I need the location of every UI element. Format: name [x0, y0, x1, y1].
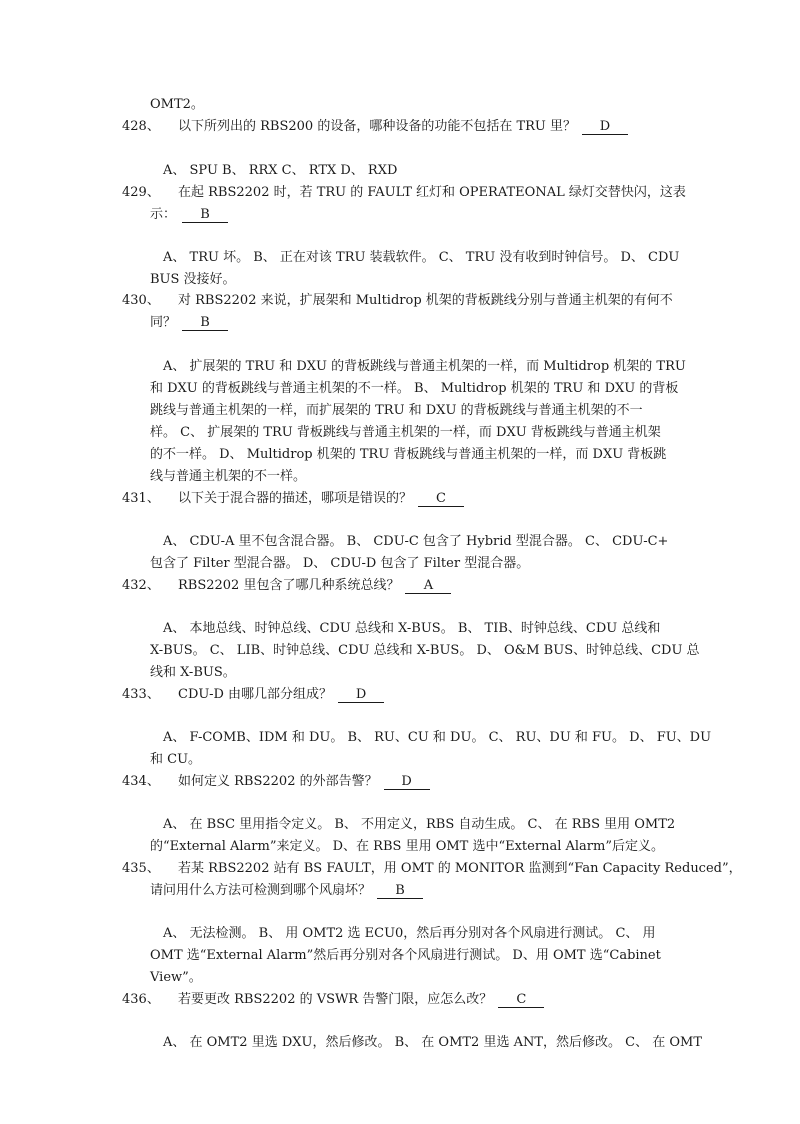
question-text-cont: 请问用什么方法可检测到哪个风扇坏？ B	[150, 880, 423, 902]
options-line: View”。	[150, 970, 202, 985]
question-number: 431、	[122, 491, 160, 506]
question-text-cont: 示： B	[150, 204, 228, 226]
question-text: 在起 RBS2202 时，若 TRU 的 FAULT 红灯和 OPERATEONAL 绿灯交替快闪，这表	[178, 185, 686, 200]
options-line: A、 F-COMB、IDM 和 DU。 B、 RU、CU 和 DU。 C、 RU、DU 和 FU。 D、 FU、DU	[163, 730, 712, 745]
question-number: 433、	[122, 687, 160, 702]
question-text: 以下关于混合器的描述，哪项是错误的？ C	[178, 488, 464, 510]
options-line: 的不一样。 D、 Multidrop 机架的 TRU 背板跳线与普通主机架的一样，而 DXU 背板跳	[150, 447, 667, 462]
options-line: 线和 X-BUS。	[150, 665, 236, 680]
options-line: BUS 没接好。	[150, 272, 236, 287]
options-line: X-BUS。 C、 LIB、时钟总线、CDU 总线和 X-BUS。 D、 O&M BUS、时钟总线、CDU 总	[150, 643, 700, 658]
answer-blank: B	[182, 207, 228, 223]
question-number: 434、	[122, 774, 160, 789]
options-line: 和 CU。	[150, 752, 202, 767]
question-text: RBS2202 里包含了哪几种系统总线？ A	[178, 575, 451, 597]
question-text: 以下所列出的 RBS200 的设备，哪种设备的功能不包括在 TRU 里？ D	[178, 116, 628, 138]
answer-blank: D	[338, 687, 384, 703]
answer-blank: B	[182, 315, 228, 331]
question-text: 如何定义 RBS2202 的外部告警？ D	[178, 771, 430, 793]
question-text: 若某 RBS2202 站有 BS FAULT，用 OMT 的 MONITOR 监测到“Fan Capacity Reduced”，	[178, 861, 742, 876]
options-line: 的“External Alarm”来定义。 D、在 RBS 里用 OMT 选中“External Alarm”后定义。	[150, 839, 664, 854]
answer-blank: D	[582, 119, 628, 135]
answer-blank: C	[498, 992, 544, 1008]
answer-blank: A	[405, 578, 451, 594]
options-line: A、 无法检测。 B、 用 OMT2 选 ECU0，然后再分别对各个风扇进行测试。 C、 用	[163, 926, 656, 941]
question-number: 435、	[122, 861, 160, 876]
question-number: 428、	[122, 119, 160, 134]
answer-blank: B	[377, 883, 423, 899]
options-line: A、 本地总线、时钟总线、CDU 总线和 X-BUS。 B、 TIB、时钟总线、CDU 总线和	[163, 621, 661, 636]
question-text: 对 RBS2202 来说，扩展架和 Multidrop 机架的背板跳线分别与普通主机架的有何不	[178, 293, 673, 308]
question-text-cont: 同？ B	[150, 312, 228, 334]
question-number: 436、	[122, 992, 160, 1007]
options-line: 线与普通主机架的不一样。	[150, 469, 307, 484]
question-number: 429、	[122, 185, 160, 200]
answer-blank: D	[384, 774, 430, 790]
answer-blank: C	[418, 491, 464, 507]
options-line: 样。 C、 扩展架的 TRU 背板跳线与普通主机架的一样，而 DXU 背板跳线与普通主机架	[150, 425, 661, 440]
options-line: A、 扩展架的 TRU 和 DXU 的背板跳线与普通主机架的一样，而 Multidrop 机架的 TRU	[163, 359, 686, 374]
options-line: A、 在 BSC 里用指令定义。 B、 不用定义，RBS 自动生成。 C、 在 RBS 里用 OMT2	[163, 817, 676, 832]
options-line: A、 TRU 坏。 B、 正在对该 TRU 装载软件。 C、 TRU 没有收到时钟信号。 D、 CDU	[163, 250, 680, 265]
options-line: 和 DXU 的背板跳线与普通主机架的不一样。 B、 Multidrop 机架的 TRU 和 DXU 的背板	[150, 381, 679, 396]
question-number: 432、	[122, 578, 160, 593]
options-line: 包含了 Filter 型混合器。 D、 CDU-D 包含了 Filter 型混合器。	[150, 556, 530, 571]
question-text: CDU-D 由哪几部分组成？ D	[178, 684, 384, 706]
options-line: OMT 选“External Alarm”然后再分别对各个风扇进行测试。 D、用 OMT 选“Cabinet	[150, 948, 661, 963]
question-text: 若要更改 RBS2202 的 VSWR 告警门限，应怎么改？ C	[178, 989, 544, 1011]
options-line: A、 SPU B、 RRX C、 RTX D、 RXD	[163, 163, 398, 178]
options-line: 跳线与普通主机架的一样，而扩展架的 TRU 和 DXU 的背板跳线与普通主机架的不一	[150, 403, 643, 418]
text-line: OMT2。	[150, 97, 204, 112]
options-line: A、 CDU-A 里不包含混合器。 B、 CDU-C 包含了 Hybrid 型混合器。 C、 CDU-C+	[163, 534, 669, 549]
question-number: 430、	[122, 293, 160, 308]
options-line: A、 在 OMT2 里选 DXU，然后修改。 B、 在 OMT2 里选 ANT，然后修改。 C、 在 OMT	[163, 1035, 703, 1050]
